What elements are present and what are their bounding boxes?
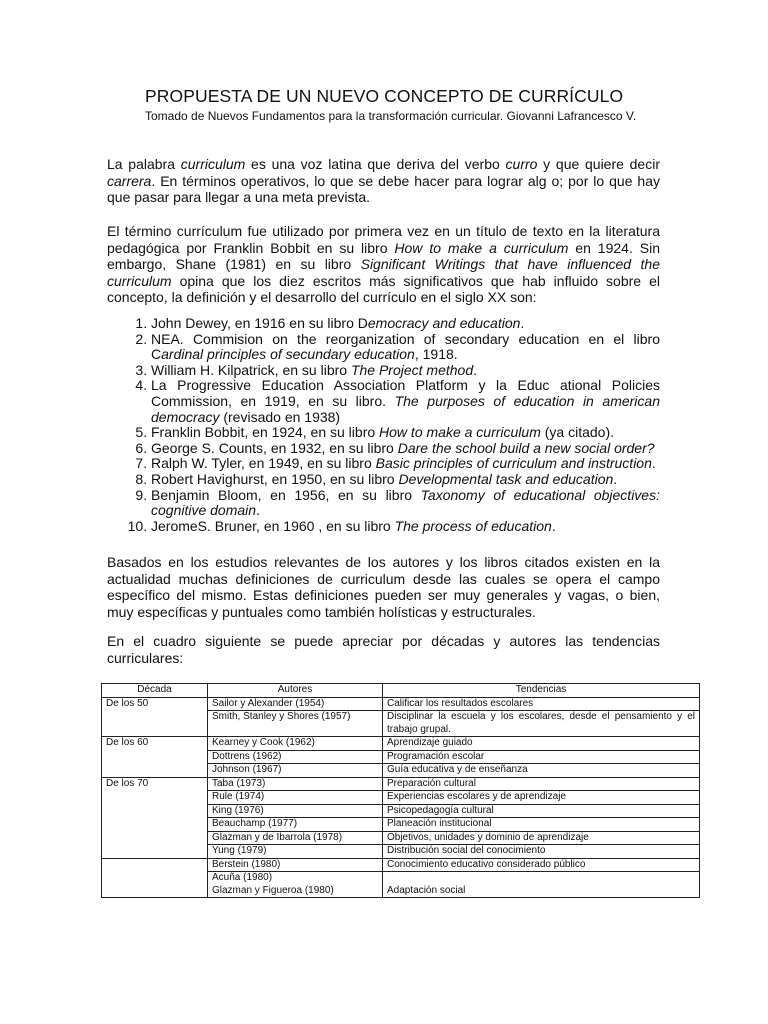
text-run: Benjamin Bloom, en 1956, en su libro <box>151 486 421 503</box>
text-run: El término currículum fue utilizado por primera vez en un título de texto en la literatura pedagógica por Franklin Bobbit en su libro <box>107 223 660 256</box>
author-cell: Kearney y Cook (1962) <box>208 737 383 751</box>
decade-cell: De los 70 <box>102 777 208 858</box>
paragraph-table-intro: En el cuadro siguiente se puede apreciar por décadas y autores las tendencias curriculares: <box>107 633 660 666</box>
author-cell: Yung (1979) <box>208 845 383 859</box>
book-title: Developmental task and education <box>398 470 614 487</box>
author-cell: Rule (1974) <box>208 791 383 805</box>
book-title: ardinal principles of secundary education <box>161 346 415 363</box>
table-row <box>102 777 700 791</box>
list-item <box>151 519 660 535</box>
trend-cell: Disciplinar la escuela y los escolares, desde el pensamiento y el trabajo grupal. <box>383 711 700 737</box>
book-title: Taxonomy of educational objectives: cognitive domain <box>151 486 660 519</box>
text-run: George S. Counts, en 1932, en su libro <box>151 439 398 456</box>
author-cell: Glazman y Figueroa (1980) <box>208 885 383 898</box>
trend-cell: Programación escolar <box>383 750 700 764</box>
text-run: Robert Havighurst, en 1950, en su libro <box>151 470 399 487</box>
curricular-trends-table <box>101 683 700 898</box>
table-row <box>102 858 700 872</box>
text-run: . <box>473 361 477 378</box>
text-run: NEA. Commision on the reorganization of secondary education en el libro C <box>151 330 660 363</box>
list-item <box>151 441 660 457</box>
book-title: The purposes of education in american democracy <box>151 392 660 425</box>
document-subtitle: Tomado de Nuevos Fundamentos para la transformación curricular. Giovanni Lafrancesco V. <box>145 109 637 123</box>
text-run-italic: carrera <box>107 172 152 189</box>
trend-cell: Distribución social del conocimiento <box>383 845 700 859</box>
author-cell: Smith, Stanley y Shores (1957) <box>208 711 383 737</box>
author-cell: Sailor y Alexander (1954) <box>208 697 383 711</box>
table-row <box>102 737 700 751</box>
text-run: , 1918. <box>414 346 458 363</box>
list-item <box>151 488 660 519</box>
author-cell: Acuña (1980) <box>208 872 383 885</box>
author-cell: King (1976) <box>208 804 383 818</box>
list-item <box>151 316 660 332</box>
text-run: . <box>551 517 556 534</box>
text-run: La Progressive Education Association Platform y la Educ ational Policies Commission, en 1919, en su libro. <box>151 377 660 409</box>
header-decade: Década <box>102 684 208 698</box>
text-run: y que quiere decir <box>537 156 660 172</box>
author-cell: Berstein (1980) <box>208 858 383 872</box>
text-run: opina que los diez escritos más significativos que hab influido sobre el concepto, la definición y el desarrollo del currículo en el siglo XX son: <box>107 272 660 305</box>
text-run: . <box>520 315 525 331</box>
text-run: . <box>613 470 618 487</box>
text-run: . En términos operativos, lo que se debe hacer para lograr alg o; por lo que hay que pasar para llegar a una meta prevista. <box>107 172 660 205</box>
book-title: The process of education <box>394 517 552 534</box>
list-item <box>151 472 660 488</box>
text-run: JeromeS. Bruner, en 1960 , en su libro <box>151 517 395 534</box>
text-run: Franklin Bobbit, en 1924, en su libro <box>151 424 380 441</box>
author-cell: Glazman y de Ibarrola (1978) <box>208 831 383 845</box>
list-item <box>151 456 660 472</box>
book-title: How to make a curriculum <box>379 424 541 441</box>
list-item <box>151 332 660 363</box>
text-run: William H. Kilpatrick, en su libro <box>151 361 351 378</box>
decade-cell: De los 60 <box>102 737 208 778</box>
document-title: PROPUESTA DE UN NUEVO CONCEPTO DE CURRÍCULO <box>145 86 624 106</box>
text-run: La palabra <box>107 156 181 172</box>
text-run: (revisado en 1938) <box>219 408 341 425</box>
table-header-row <box>102 684 700 698</box>
text-run-italic: curriculum <box>180 156 246 172</box>
author-cell: Beauchamp (1977) <box>208 818 383 832</box>
text-run: Ralph W. Tyler, en 1949, en su libro <box>151 455 376 472</box>
text-run: (ya citado). <box>540 424 614 441</box>
trend-cell: Preparación cultural <box>383 777 700 791</box>
author-cell: Taba (1973) <box>208 777 383 791</box>
paragraph-curriculum-definition <box>107 156 660 206</box>
text-run-italic: How to make a curriculum <box>394 239 569 256</box>
trend-cell: Guía educativa y de enseñanza <box>383 764 700 778</box>
author-cell: Dottrens (1962) <box>208 750 383 764</box>
book-title: Dare the school build a new social order? <box>397 439 655 456</box>
text-run: en 1924. Sin embargo, Shane (1981) en su libro <box>107 239 660 272</box>
text-run-italic: curro <box>505 156 538 172</box>
header-trends: Tendencias <box>383 684 700 698</box>
header-authors: Autores <box>208 684 383 698</box>
trend-cell: Objetivos, unidades y dominio de aprendizaje <box>383 831 700 845</box>
book-title: emocracy and education <box>367 315 521 331</box>
decade-cell-empty <box>102 858 208 898</box>
book-title: The Project method <box>350 361 474 378</box>
trend-cell: Conocimiento educativo considerado público <box>383 858 700 872</box>
trend-cell: Experiencias escolares y de aprendizaje <box>383 791 700 805</box>
paragraph-curriculum-history <box>107 223 660 306</box>
reference-list <box>107 316 660 534</box>
book-title: Basic principles of curriculum and instruction <box>375 455 652 472</box>
text-run-italic: Significant Writings that have influenced the curriculum <box>107 256 660 289</box>
trend-cell: Planeación institucional <box>383 818 700 832</box>
list-item <box>151 363 660 379</box>
text-run: es una voz latina que deriva del verbo <box>245 156 506 172</box>
trend-cell: Psicopedagogía cultural <box>383 804 700 818</box>
list-item <box>151 425 660 441</box>
trend-cell: Aprendizaje guiado <box>383 737 700 751</box>
table-row <box>102 697 700 711</box>
paragraph-definitions: Basados en los estudios relevantes de los autores y los libros citados existen en la actualidad muchas definiciones de curriculum desde las cuales se opera el campo específico del mismo. Estas definiciones pueden ser muy generales y vagas, o bien, muy específicas y puntuales como también holísticas y estructurales. <box>107 554 660 620</box>
text-run: . <box>651 455 656 472</box>
list-item <box>151 378 660 425</box>
text-run: John Dewey, en 1916 en su libro D <box>151 315 368 331</box>
trend-cell: Adaptación social <box>383 872 700 898</box>
author-cell: Johnson (1967) <box>208 764 383 778</box>
text-run: . <box>256 502 260 519</box>
decade-cell: De los 50 <box>102 697 208 737</box>
trend-cell: Calificar los resultados escolares <box>383 697 700 711</box>
